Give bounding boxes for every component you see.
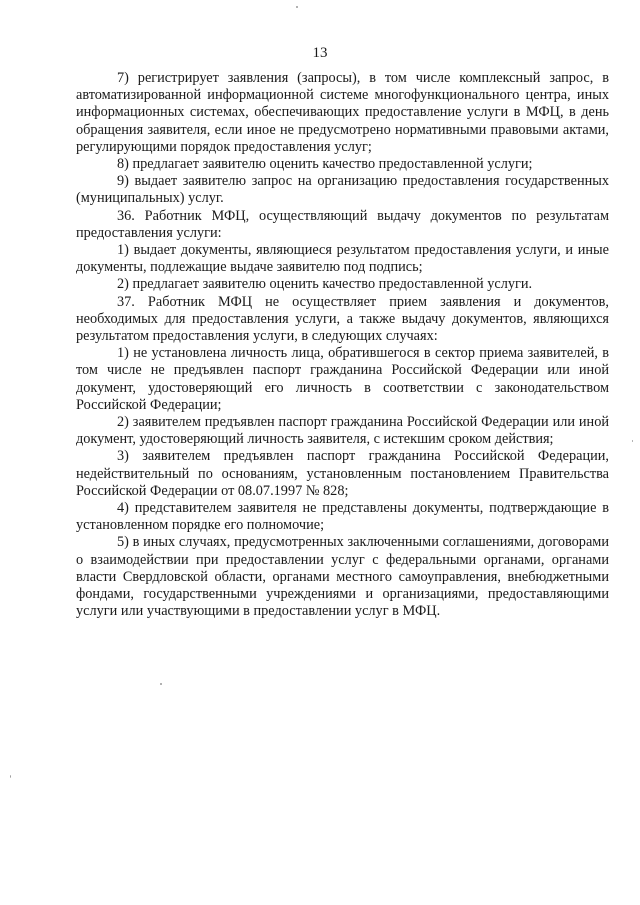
paragraph-clause-37-item-2: 2) заявителем предъявлен паспорт гражданина Российской Федерации или иной документ, удостоверяющий личность заявителя, с истекшим сроком действия; [76, 414, 609, 448]
page-number: 13 [312, 45, 328, 61]
paragraph-clause-37-item-4: 4) представителем заявителя не представлены документы, подтверждающие в установленном порядке его полномочие; [76, 500, 609, 534]
document-body [76, 70, 609, 621]
paragraph-clause-37-item-1: 1) не установлена личность лица, обратившегося в сектор приема заявителей, в том числе не предъявлен паспорт гражданина Российской Федерации или иной документ, удостоверяющий его личность в соответствии с законодательством Российской Федерации; [76, 345, 609, 413]
paragraph-clause-37-item-5: 5) в иных случаях, предусмотренных заключенными соглашениями, договорами о взаимодействии при предоставлении услуг с федеральными органами, органами власти Свердловской области, органами местного самоуправления, внебюджетными фондами, государственными учреждениями и организациями, предоставляющими услуги или участвующими в предоставлении услуг в МФЦ. [76, 534, 609, 620]
paragraph-clause-36: 36. Работник МФЦ, осуществляющий выдачу документов по результатам предоставления услуги: [76, 207, 609, 241]
scan-speck [296, 6, 298, 8]
scan-speck [632, 440, 633, 442]
paragraph-clause-37: 37. Работник МФЦ не осуществляет прием заявления и документов, необходимых для предоставления услуги, а также выдачу документов, являющихся результатом предоставления услуги, в следующих случаях: [76, 293, 609, 345]
paragraph-item-8: 8) предлагает заявителю оценить качество предоставленной услуги; [117, 156, 533, 173]
scan-speck [160, 683, 162, 685]
paragraph-clause-36-item-2: 2) предлагает заявителю оценить качество предоставленной услуги. [117, 276, 533, 293]
paragraph-item-7: 7) регистрирует заявления (запросы), в том числе комплексный запрос, в автоматизированной информационной системе многофункционального центра, иных информационных системах, обеспечивающих предоставление услуги в МФЦ, в день обращения заявителя, если иное не предусмотрено нормативными правовыми актами, регулирующими порядок предоставления услуг; [76, 70, 609, 155]
scan-speck [10, 775, 11, 778]
paragraph-clause-37-item-3: 3) заявителем предъявлен паспорт гражданина Российской Федерации, недействительный по основаниям, установленным постановлением Правительства Российской Федерации от 08.07.1997 № 828; [76, 448, 609, 499]
paragraph-clause-36-item-1: 1) выдает документы, являющиеся результатом предоставления услуги, и иные документы, подлежащие выдаче заявителю под подпись; [76, 242, 609, 276]
paragraph-item-9: 9) выдает заявителю запрос на организацию предоставления государственных (муниципальных) услуг. [76, 173, 609, 207]
